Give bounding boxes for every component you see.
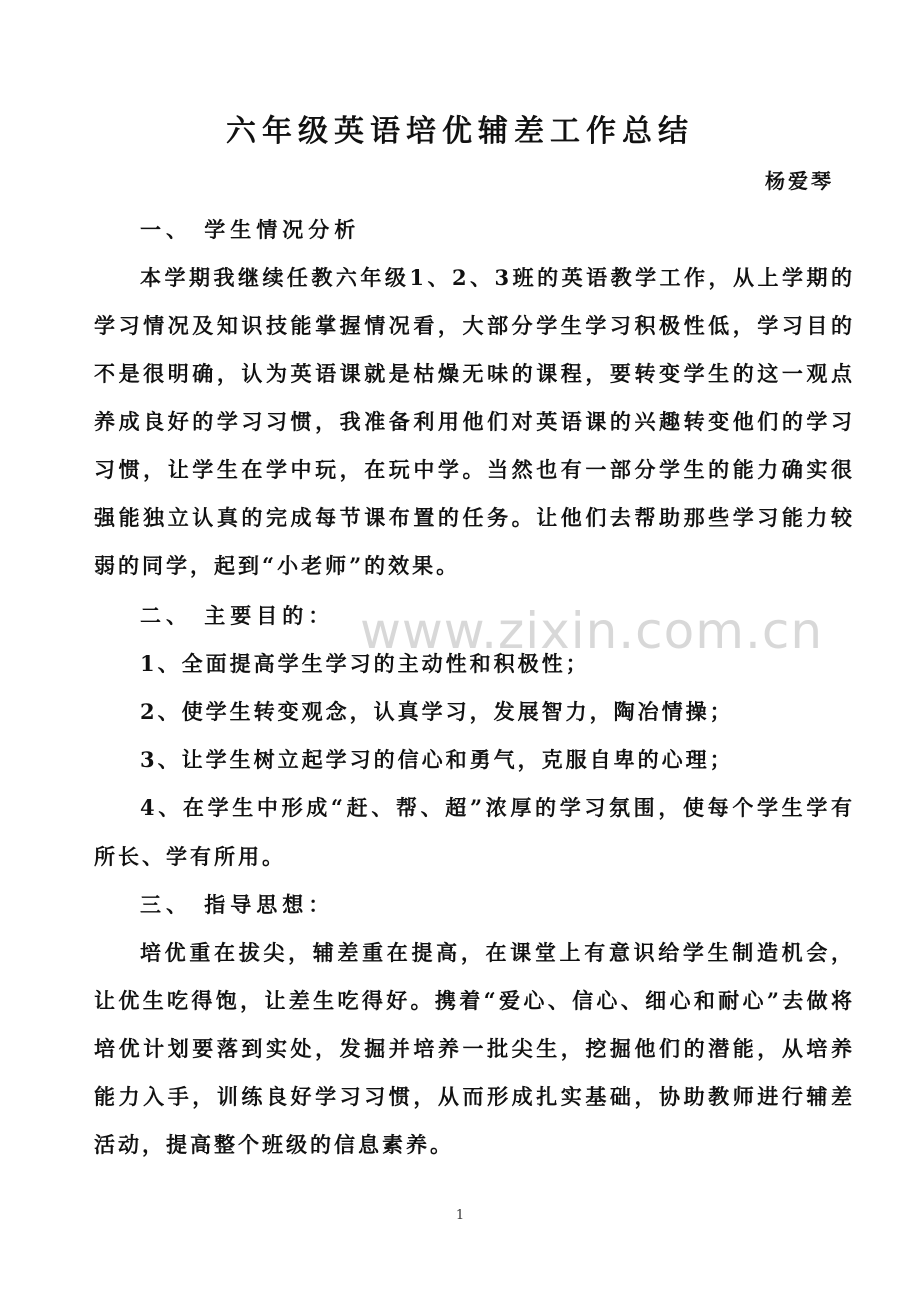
section2-item: 1、全面提高学生学习的主动性和积极性； (140, 651, 590, 676)
section1-line: 习惯，让学生在学中玩，在玩中学。当然也有一部分学生的能力确实很 (94, 457, 852, 482)
document-title: 六年级英语培优辅差工作总结 (226, 114, 694, 149)
section3-line: 培优重在拔尖，辅差重在提高，在课堂上有意识给学生制造机会， (140, 940, 852, 965)
author-name: 杨爱琴 (765, 169, 834, 193)
section1-line: 学习情况及知识技能掌握情况看，大部分学生学习积极性低，学习目的 (94, 313, 852, 338)
section2-item: 4、在学生中形成“赶、帮、超”浓厚的学习氛围，使每个学生学有 (140, 795, 852, 820)
section3-line: 培优计划要落到实处，发掘并培养一批尖生，挖掘他们的潜能，从培养 (94, 1036, 852, 1061)
section1-line: 弱的同学，起到“小老师”的效果。 (94, 553, 461, 578)
section2-heading: 二、 主要目的： (140, 603, 335, 628)
section1-line: 本学期我继续任教六年级1、2、3班的英语教学工作，从上学期的 (140, 265, 852, 290)
section1-line: 强能独立认真的完成每节课布置的任务。让他们去帮助那些学习能力较 (94, 505, 852, 530)
section2-item: 3、让学生树立起学习的信心和勇气，克服自卑的心理； (140, 747, 734, 772)
section1-heading: 一、 学生情况分析 (140, 217, 361, 242)
section3-heading: 三、 指导思想： (140, 892, 335, 917)
section1-line: 不是很明确，认为英语课就是枯燥无味的课程，要转变学生的这一观点 (94, 361, 852, 386)
section1-line: 养成良好的学习习惯，我准备利用他们对英语课的兴趣转变他们的学习 (94, 409, 852, 434)
section3-line: 活动，提高整个班级的信息素养。 (94, 1132, 454, 1157)
section3-line: 让优生吃得饱，让差生吃得好。携着“爱心、信心、细心和耐心”去做将 (94, 988, 852, 1013)
section2-item: 所长、学有所用。 (94, 844, 286, 869)
section3-line: 能力入手，训练良好学习习惯，从而形成扎实基础，协助教师进行辅差 (94, 1084, 852, 1109)
page-number: 1 (455, 1208, 465, 1223)
section2-item: 2、使学生转变观念，认真学习，发展智力，陶冶情操； (140, 699, 734, 724)
watermark: www.zixin.com.cn (360, 602, 824, 660)
